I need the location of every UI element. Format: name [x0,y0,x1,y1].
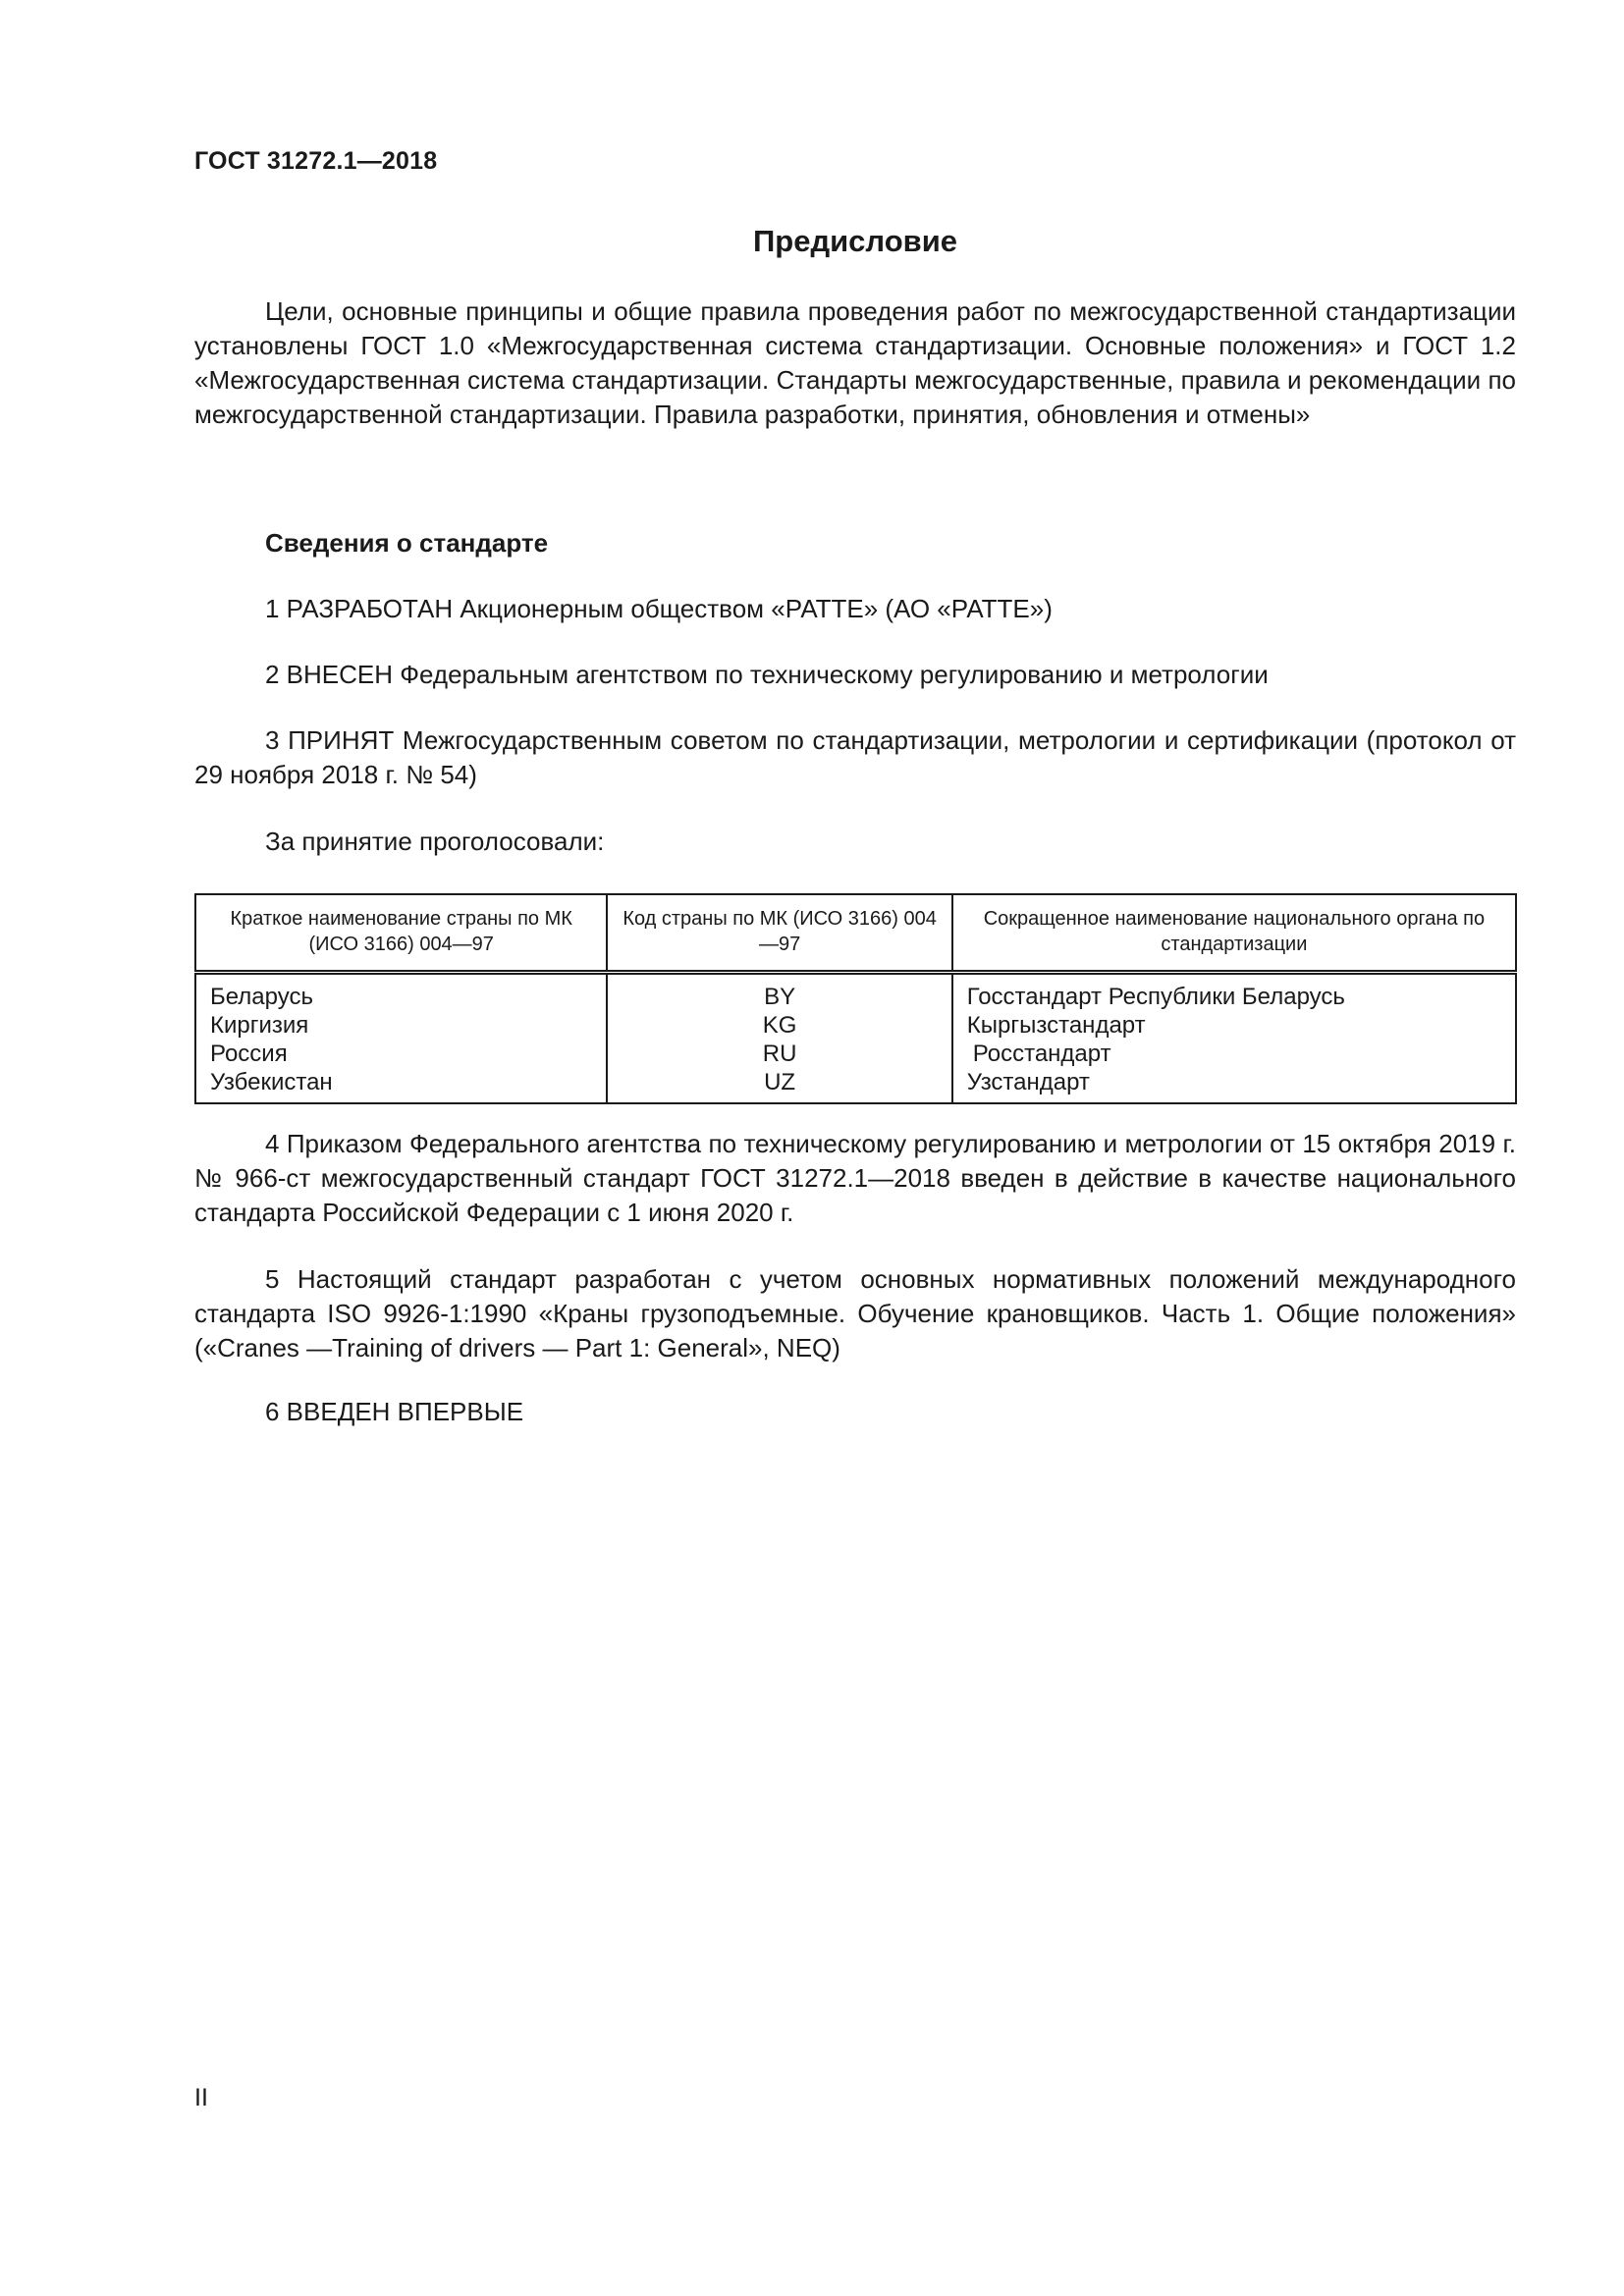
cell-code: UZ [607,1068,951,1103]
cell-country: Узбекистан [195,1068,607,1103]
cell-body: Росстандарт [952,1040,1516,1068]
table-row [195,1040,1516,1068]
voted-label: За принятие проголосовали: [265,827,605,856]
cell-body: Госстандарт Республики Беларусь [952,973,1516,1012]
cell-country: Россия [195,1040,607,1068]
item-3-paragraph: 3 ПРИНЯТ Межгосударственным советом по стандартизации, метрологии и сертификации (протокол от 29 ноября 2018 г. № 54) [194,725,1516,789]
table-row [195,1068,1516,1103]
cell-body: Узстандарт [952,1068,1516,1103]
cell-country: Киргизия [195,1011,607,1040]
item-1-paragraph: 1 РАЗРАБОТАН Акционерным обществом «РАТТЕ» (АО «РАТТЕ») [265,594,1053,623]
section-heading: Сведения о стандарте [265,528,549,558]
table-row [195,973,1516,1012]
item-4-paragraph: 4 Приказом Федерального агентства по техническому регулированию и метрологии от 15 октября 2019 г. № 966-ст межгосударственный стандарт ГОСТ 31272.1—2018 введен в действие в качестве национального стандарта Российской Федерации с 1 июня 2020 г. [194,1129,1516,1227]
table-header-row [195,894,1516,973]
cell-code: BY [607,973,951,1012]
item-6-paragraph: 6 ВВЕДЕН ВПЕРВЫЕ [265,1397,524,1426]
header-country-code: Код страны по МК (ИСО 3166) 004—97 [607,894,951,973]
item-5-paragraph: 5 Настоящий стандарт разработан с учетом основных нормативных положений международного стандарта ISO 9926-1:1990 «Краны грузоподъемные. Обучение крановщиков. Часть 1. Общие положения» («Cranes —Training of drivers — Part 1: General», NEQ) [194,1264,1516,1362]
header-country-name: Краткое наименование страны по МК (ИСО 3166) 004—97 [195,894,607,973]
cell-country: Беларусь [195,973,607,1012]
voting-countries-table [194,893,1517,1104]
cell-code: RU [607,1040,951,1068]
header-standards-body: Сокращенное наименование национального органа по стандартизации [952,894,1516,973]
table-row [195,1011,1516,1040]
cell-code: KG [607,1011,951,1040]
page-title: Предисловие [752,224,957,258]
item-2-paragraph: 2 ВНЕСЕН Федеральным агентством по техническому регулированию и метрологии [265,660,1269,689]
document-code: ГОСТ 31272.1—2018 [194,147,438,175]
cell-body: Кыргызстандарт [952,1011,1516,1040]
intro-paragraph: Цели, основные принципы и общие правила проведения работ по межгосударственной стандартизации установлены ГОСТ 1.0 «Межгосударственная система стандартизации. Основные положения» и ГОСТ 1.2 «Межгосударственная система стандартизации. Стандарты межгосударственные, правила и рекомендации по межгосударственной стандартизации. Правила разработки, принятия, обновления и отмены» [194,296,1516,429]
page-number: II [194,2084,208,2111]
